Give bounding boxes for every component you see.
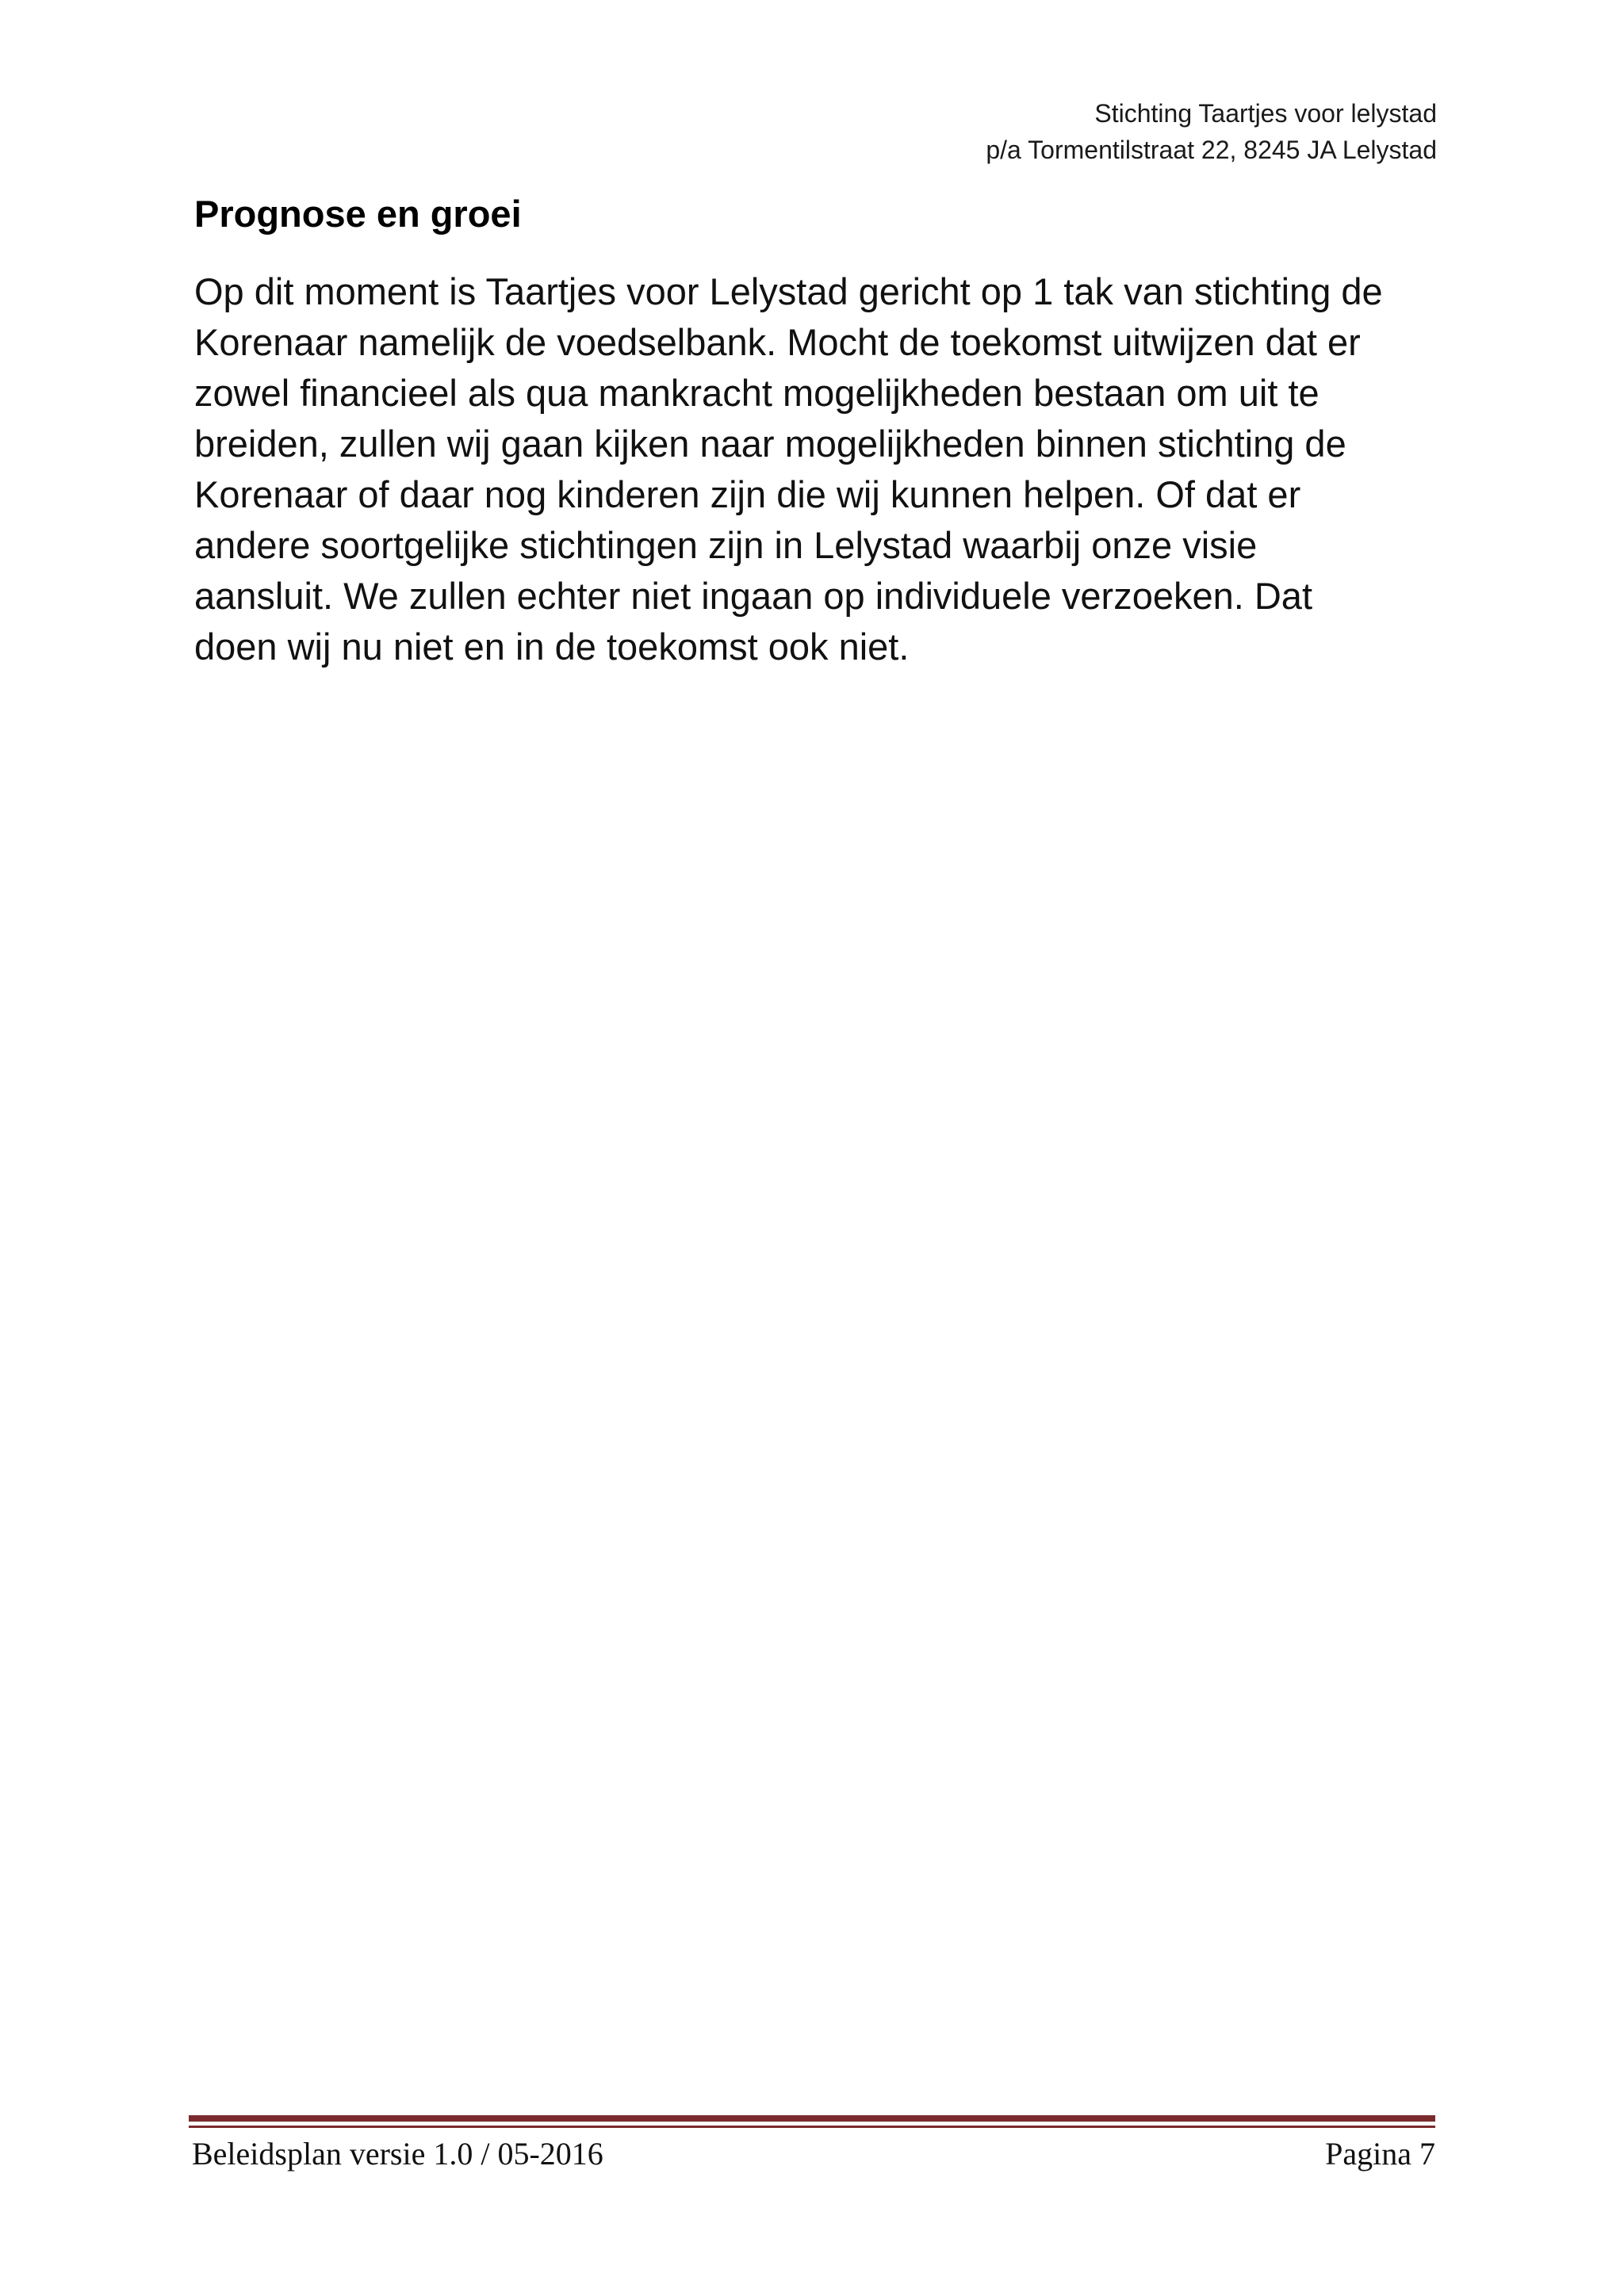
section-title: Prognose en groei	[194, 193, 522, 235]
footer-document-version: Beleidsplan versie 1.0 / 05-2016	[192, 2136, 603, 2172]
footer-divider-thick	[189, 2115, 1435, 2122]
body-line: andere soortgelijke stichtingen zijn in Lelystad waarbij onze visie	[194, 524, 1258, 566]
footer-divider-thin	[189, 2126, 1435, 2128]
body-line: doen wij nu niet en in de toekomst ook niet.	[194, 626, 910, 668]
body-line: Korenaar of daar nog kinderen zijn die wij kunnen helpen. Of dat er	[194, 473, 1301, 515]
body-line: aansluit. We zullen echter niet ingaan op individuele verzoeken. Dat	[194, 575, 1312, 617]
footer-page-number: Pagina 7	[1325, 2136, 1435, 2172]
body-line: Korenaar namelijk de voedselbank. Mocht de toekomst uitwijzen dat er	[194, 321, 1361, 363]
section-body	[194, 266, 1447, 672]
body-line: breiden, zullen wij gaan kijken naar mogelijkheden binnen stichting de	[194, 423, 1346, 465]
header-organization: Stichting Taartjes voor lelystad	[1094, 99, 1437, 128]
header-address: p/a Tormentilstraat 22, 8245 JA Lelystad	[986, 136, 1437, 164]
page-header	[986, 95, 1437, 168]
body-line: Op dit moment is Taartjes voor Lelystad gericht op 1 tak van stichting de	[194, 270, 1383, 312]
body-line: zowel financieel als qua mankracht mogelijkheden bestaan om uit te	[194, 372, 1320, 414]
